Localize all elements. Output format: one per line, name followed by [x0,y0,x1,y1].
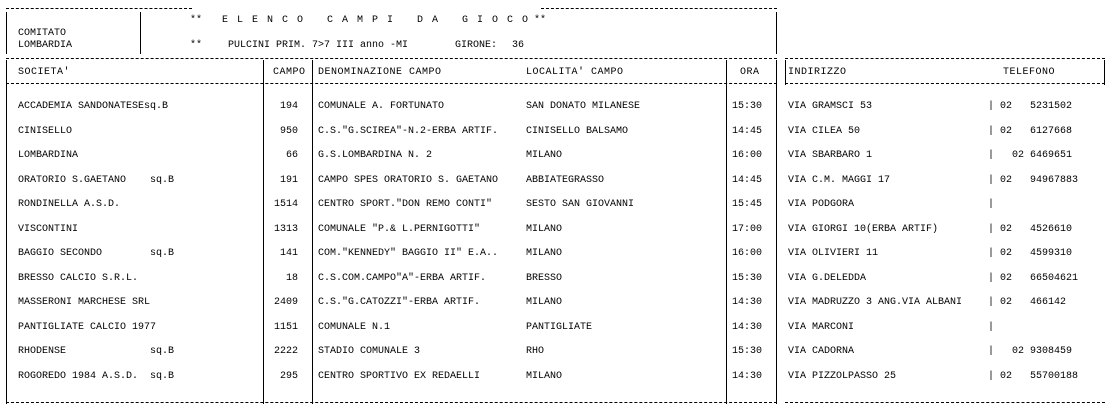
committee-label: COMITATO [18,28,67,39]
cell-telefono: | 02 55700188 [988,371,1079,382]
cell-localita: ABBIATEGRASSO [526,175,605,186]
cell-indirizzo: VIA CILEA 50 [788,126,861,137]
cell-campo: 191 [279,175,298,186]
cell-societa: VISCONTINI [18,224,79,235]
cell-societa: PANTIGLIATE CALCIO 1977 [18,322,157,333]
cell-campo: 141 [279,248,298,259]
cell-localita: MILANO [526,248,563,259]
cell-campo: 1514 [273,199,298,210]
cell-telefono: | 02 6469651 [988,150,1073,161]
cell-telefono: | [988,199,995,210]
cell-indirizzo: VIA GIORGI 10(ERBA ARTIF) [788,224,939,235]
cell-societa: ACCADEMIA SANDONATESEsq.B [18,101,169,112]
category-stars: ** [190,40,203,51]
cell-campo: 2222 [273,346,298,357]
col-header-societa: SOCIETA' [18,67,71,78]
cell-indirizzo: VIA SBARBARO 1 [788,150,873,161]
cell-campo: 2409 [273,297,298,308]
cell-denominazione: CENTRO SPORTIVO EX REDAELLI [318,371,481,382]
table-top-rule-address [785,58,1105,59]
cell-denominazione: CENTRO SPORT."DON REMO CONTI" [318,199,493,210]
group-number: 36 [512,40,525,51]
cell-denominazione: COM."KENNEDY" BAGGIO II" E.A.. [318,248,499,259]
header-top-rule-right [541,8,777,9]
cell-denominazione: CAMPO SPES ORATORIO S. GAETANO [318,175,499,186]
category-label: PULCINI PRIM. 7>7 III anno -MI [228,40,409,51]
cell-indirizzo: VIA OLIVIERI 11 [788,248,879,259]
cell-localita: PANTIGLIATE [526,322,593,333]
cell-indirizzo: VIA CADORNA [788,346,855,357]
col-header-denominazione: DENOMINAZIONE CAMPO [318,67,442,78]
header-divider [140,12,141,54]
cell-ora: 17:00 [732,224,763,235]
cell-localita: SAN DONATO MILANESE [526,101,641,112]
cell-ora: 14:30 [732,371,763,382]
col-sep-campo [263,60,264,404]
cell-localita: MILANO [526,224,563,235]
header-top-rule-left [6,8,192,9]
cell-ora: 14:45 [732,175,763,186]
cell-societa: RHODENSE sq.B [18,346,175,357]
title-stars-left: ** [190,15,203,26]
cell-campo: 1151 [273,322,298,333]
cell-denominazione: C.S."G.CATOZZI"-ERBA ARTIF. [318,297,481,308]
cell-telefono: | [988,322,995,333]
col-header-indirizzo: INDIRIZZO [788,67,847,78]
table-left-border [6,60,7,404]
title-stars-right: ** [534,15,547,26]
cell-telefono: | 02 5231502 [988,101,1073,112]
table-header-rule-address [785,83,1105,84]
cell-societa: ROGOREDO 1984 A.S.D. sq.B [18,371,175,382]
cell-telefono: | 02 4599310 [988,248,1073,259]
cell-localita: MILANO [526,371,563,382]
cell-ora: 14:30 [732,297,763,308]
col-sep-denominazione [312,60,313,404]
cell-indirizzo: VIA MADRUZZO 3 ANG.VIA ALBANI [788,297,963,308]
cell-campo: 18 [285,273,298,284]
cell-telefono: | 02 66504621 [988,273,1079,284]
header-right-border [776,12,777,54]
cell-telefono: | 02 4526610 [988,224,1073,235]
cell-localita: SESTO SAN GIOVANNI [526,199,635,210]
address-right-border [1104,60,1105,85]
col-header-localita: LOCALITA' CAMPO [526,67,624,78]
table-header-rule [6,83,777,84]
cell-telefono: | 02 9308459 [988,346,1073,357]
cell-ora: 15:30 [732,273,763,284]
cell-localita: MILANO [526,297,563,308]
cell-denominazione: G.S.LOMBARDINA N. 2 [318,150,433,161]
cell-ora: 15:45 [732,199,763,210]
cell-telefono: | 02 6127668 [988,126,1073,137]
cell-campo: 66 [285,150,298,161]
table-bottom-rule-address [785,402,1105,403]
cell-ora: 16:00 [732,248,763,259]
table-bottom-rule [6,402,777,403]
cell-denominazione: C.S.COM.CAMPO"A"-ERBA ARTIF. [318,273,487,284]
col-sep-ora [726,60,727,404]
cell-campo: 1313 [273,224,298,235]
group-label: GIRONE: [455,40,498,51]
cell-campo: 295 [279,371,298,382]
cell-telefono: | 02 94967883 [988,175,1079,186]
cell-ora: 16:00 [732,150,763,161]
col-header-campo: CAMPO [273,67,306,78]
cell-ora: 14:30 [732,322,763,333]
header-left-border [6,12,7,54]
cell-indirizzo: VIA G.DELEDDA [788,273,867,284]
cell-indirizzo: VIA PIZZOLPASSO 25 [788,371,897,382]
cell-localita: RHO [526,346,545,357]
cell-societa: BRESSO CALCIO S.R.L. [18,273,139,284]
cell-indirizzo: VIA C.M. MAGGI 17 [788,175,891,186]
col-header-telefono: TELEFONO [1003,67,1056,78]
cell-societa: MASSERONI MARCHESE SRL [18,297,151,308]
cell-societa: RONDINELLA A.S.D. [18,199,121,210]
cell-societa: CINISELLO [18,126,73,137]
cell-societa: BAGGIO SECONDO sq.B [18,248,175,259]
cell-denominazione: COMUNALE A. FORTUNATO [318,101,445,112]
page-title: ELENCO CAMPI DA GIOCO [222,15,538,26]
cell-localita: CINISELLO BALSAMO [526,126,629,137]
cell-campo: 950 [279,126,298,137]
col-header-ora: ORA [740,67,760,78]
table-top-rule [6,58,777,59]
cell-indirizzo: VIA GRAMSCI 53 [788,101,873,112]
cell-campo: 194 [279,101,298,112]
cell-telefono: | 02 466142 [988,297,1067,308]
col-sep-ora-right [776,60,777,404]
cell-ora: 15:30 [732,101,763,112]
cell-societa: LOMBARDINA [18,150,79,161]
cell-localita: MILANO [526,150,563,161]
cell-denominazione: COMUNALE N.1 [318,322,391,333]
cell-denominazione: C.S."G.SCIREA"-N.2-ERBA ARTIF. [318,126,499,137]
cell-ora: 14:45 [732,126,763,137]
region-label: LOMBARDIA [18,40,73,51]
address-left-border [785,60,786,85]
cell-societa: ORATORIO S.GAETANO sq.B [18,175,175,186]
cell-localita: BRESSO [526,273,563,284]
cell-denominazione: STADIO COMUNALE 3 [318,346,421,357]
cell-indirizzo: VIA PODGORA [788,199,855,210]
cell-ora: 15:30 [732,346,763,357]
cell-indirizzo: VIA MARCONI [788,322,855,333]
cell-denominazione: COMUNALE "P.& L.PERNIGOTTI" [318,224,481,235]
